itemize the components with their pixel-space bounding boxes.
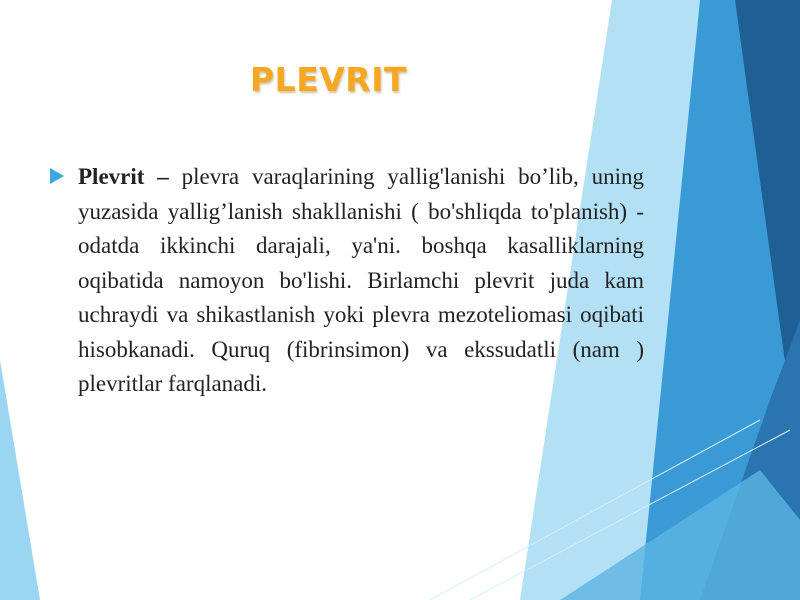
bullet-text: plevra varaqlarining yallig'lanishi bo’lib, uning yuzasida yallig’lanish shakllanishi ( bo'shliqda to'planish) - odatda ikkinchi darajali, ya'ni. boshqa kasalliklarning oqibatida namoyon bo'lishi. Birlamchi plevrit juda kam uchraydi va shikastlanish yoki plevra mezoteliomasi oqibati hisobkanadi. Quruq (fibrinsimon) va ekssudatli (nam ) plevritlar farqlanadi. (78, 164, 645, 396)
bullet-term: Plevrit – (78, 164, 169, 189)
triangle-bullet-icon (50, 168, 64, 184)
left-accent-shape (0, 360, 40, 600)
bullet-paragraph (78, 160, 644, 402)
slide-title: PLEVRIT (250, 60, 407, 99)
